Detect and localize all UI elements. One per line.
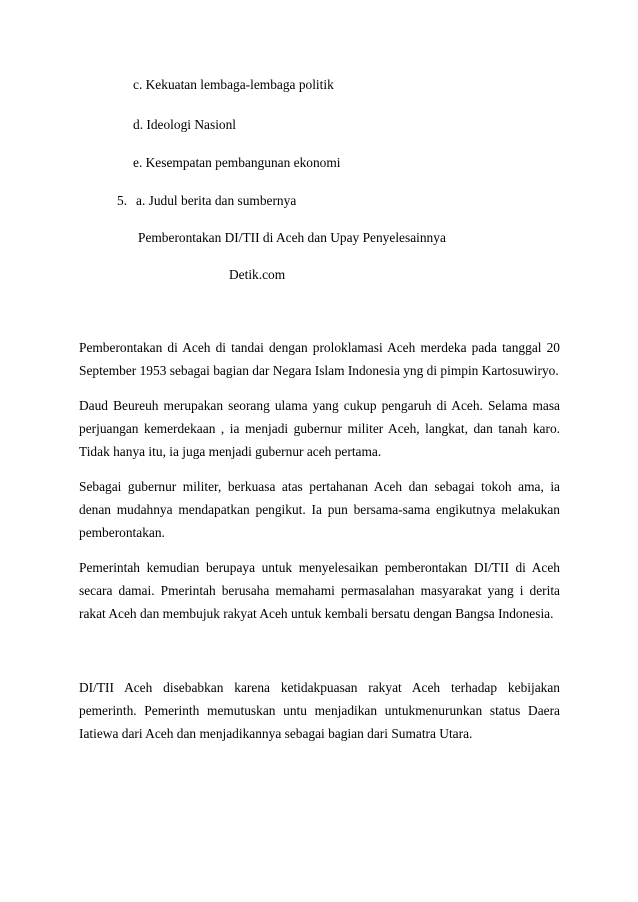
article-source: Detik.com (229, 267, 286, 282)
list-item-5-number: 5. (117, 193, 128, 208)
list-item-d: d. Ideologi Nasionl (133, 117, 237, 132)
article-title: Pemberontakan DI/TII di Aceh dan Upay Penyelesainnya (138, 230, 446, 245)
paragraph-3: Sebagai gubernur militer, berkuasa atas pertahanan Aceh dan sebagai tokoh ama, ia denan mudahnya mendapatkan pengikut. Ia pun bersama-sama engikutnya melakukan pemberontakan. (79, 479, 560, 540)
paragraph-1: Pemberontakan di Aceh di tandai dengan proloklamasi Aceh merdeka pada tanggal 20 September 1953 sebagai bagian dar Negara Islam Indonesia yng di pimpin Kartosuwiryo. (79, 340, 560, 378)
paragraph-5: DI/TII Aceh disebabkan karena ketidakpuasan rakyat Aceh terhadap kebijakan pemerinth. Pemerinth memutuskan untu menjadikan untukmenurunkan status Daera Iatiewa dari Aceh dan menjadikannya sebagai bagian dari Sumatra Utara. (79, 680, 560, 741)
list-item-c: c. Kekuatan lembaga-lembaga politik (133, 77, 334, 92)
list-item-e: e. Kesempatan pembangunan ekonomi (133, 155, 341, 170)
list-item-5-text: a. Judul berita dan sumbernya (136, 193, 297, 208)
paragraph-2: Daud Beureuh merupakan seorang ulama yang cukup pengaruh di Aceh. Selama masa perjuangan kemerdekaan , ia menjadi gubernur militer Aceh, langkat, dan tanah karo. Tidak hanya itu, ia juga menjadi gubernur aceh pertama. (79, 398, 560, 459)
paragraph-4: Pemerintah kemudian berupaya untuk menyelesaikan pemberontakan DI/TII di Aceh secara damai. Pmerintah berusaha memahami permasalahan masyarakat yang i derita rakat Aceh dan membujuk rakyat Aceh untuk kembali bersatu dengan Bangsa Indonesia. (79, 560, 560, 621)
